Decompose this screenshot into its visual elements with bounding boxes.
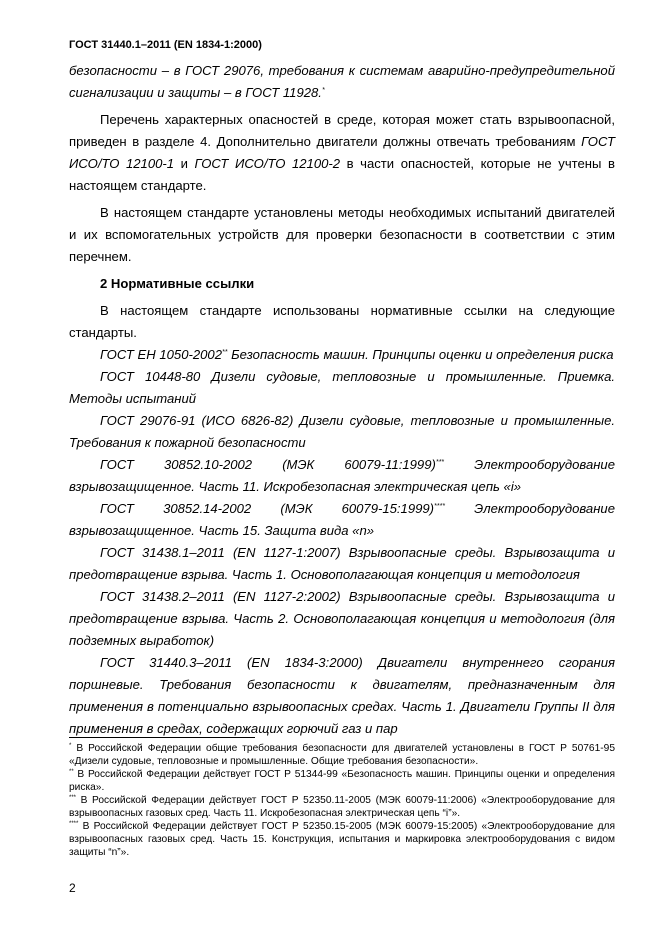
reference-item: ГОСТ 10448-80 Дизели судовые, тепловозные и промышленные. Приемка. Методы испытаний — [69, 369, 615, 406]
footnote-mark: **** — [69, 821, 79, 827]
section-intro: В настоящем стандарте использованы нормативные ссылки на следующие стандарты. — [69, 303, 615, 340]
footnote-mark: * — [69, 743, 72, 749]
footnote-mark: * — [321, 87, 325, 94]
footnote-mark: **** — [434, 503, 445, 510]
footnote-text: В Российской Федерации действует ГОСТ Р 51344-99 «Безопасность машин. Принципы оценки и определения риска». — [69, 769, 615, 793]
paragraph-text: в части опасностей, которые не учтены в настоящем стандарте. — [69, 156, 615, 193]
document-header: ГОСТ 31440.1–2011 (EN 1834-1:2000) — [69, 39, 262, 51]
footnote-mark: *** — [435, 459, 445, 466]
footnote-mark: ** — [221, 349, 228, 356]
footnote — [69, 820, 615, 859]
reference-item: ГОСТ 31438.2–2011 (EN 1127-2:2002) Взрывоопасные среды. Взрывозащита и предотвращение взрыва. Часть 2. Основополагающая концепция и методология (для подземных выработок) — [69, 589, 615, 648]
footnote-text: В Российской Федерации действует ГОСТ Р 52350.11-2005 (МЭК 60079-11:2006) «Электрооборудование для взрывоопасных газовых сред. Часть 11. Искробезопасная электрическая цепь “i”». — [69, 795, 615, 819]
paragraph-methods: В настоящем стандарте установлены методы необходимых испытаний двигателей и их вспомогательных устройств для проверки безопасности в соответствии с этим перечнем. — [69, 205, 615, 264]
footnote-mark: ** — [69, 769, 74, 775]
section-heading: 2 Нормативные ссылки — [100, 276, 255, 291]
reference-item — [69, 454, 615, 498]
reference-item: ГОСТ 31440.3–2011 (EN 1834-3:2000) Двигатели внутреннего сгорания поршневые. Требования безопасности к двигателям, предназначенным для применения в потенциально взрывоопасных средах. Часть 1. Двигатели Группы II для применения в средах, содержащих горючий газ и пар — [69, 655, 615, 736]
document-body — [69, 60, 615, 740]
reference-text: Электрооборудование взрывозащищенное. Часть 11. Искробезопасная электрическая цепь «i» — [69, 457, 615, 494]
paragraph-text: Перечень характерных опасностей в среде, которая может стать взрывоопасной, приведен в разделе 4. Дополнительно двигатели должны отвечать требованиям — [69, 112, 615, 149]
footnote — [69, 794, 615, 820]
footnote-text: В Российской Федерации общие требования безопасности для двигателей установлены в ГОСТ Р 50761-95 «Дизели судовые, тепловозные и промышленные. Общие требования безопасности». — [69, 743, 615, 767]
reference-text: ГОСТ 30852.14-2002 (МЭК 60079-15:1999) — [100, 501, 435, 516]
footnote-text: В Российской Федерации действует ГОСТ Р 52350.15-2005 (МЭК 60079-15:2005) «Электрооборудование для взрывоопасных газовых сред. Часть 15. Конструкция, испытания и маркировка электрооборудования с видом защиты “n”». — [69, 821, 615, 858]
reference-item — [69, 344, 615, 366]
paragraph-text: безопасности – в ГОСТ 29076, требования к системам аварийно-предупредительной сигнализации и защиты – в ГОСТ 11928. — [69, 63, 615, 100]
footnotes — [69, 742, 615, 859]
footnote — [69, 768, 615, 794]
footnote — [69, 742, 615, 768]
footnote-mark: *** — [69, 795, 77, 801]
standard-reference: ГОСТ ИСО/ТО 12100-1 — [69, 134, 615, 171]
footnote-divider — [69, 737, 255, 738]
paragraph-text: и — [174, 156, 195, 171]
reference-text: Электрооборудование взрывозащищенное. Часть 15. Защита вида «n» — [69, 501, 615, 538]
standard-reference: ГОСТ ИСО/ТО 12100-2 — [194, 156, 341, 171]
reference-text: Безопасность машин. Принципы оценки и определения риска — [227, 347, 614, 362]
reference-item: ГОСТ 31438.1–2011 (EN 1127-1:2007) Взрывоопасные среды. Взрывозащита и предотвращение взрыва. Часть 1. Основополагающая концепция и методология — [69, 545, 615, 582]
reference-item: ГОСТ 29076-91 (ИСО 6826-82) Дизели судовые, тепловозные и промышленные. Требования к пожарной безопасности — [69, 413, 615, 450]
page-number: 2 — [69, 881, 76, 895]
reference-text: ГОСТ 30852.10-2002 (МЭК 60079-11:1999) — [100, 457, 436, 472]
paragraph-hazards — [69, 109, 615, 197]
reference-item — [69, 498, 615, 542]
reference-text: ГОСТ ЕН 1050-2002 — [100, 347, 222, 362]
paragraph-continuation — [69, 60, 615, 104]
